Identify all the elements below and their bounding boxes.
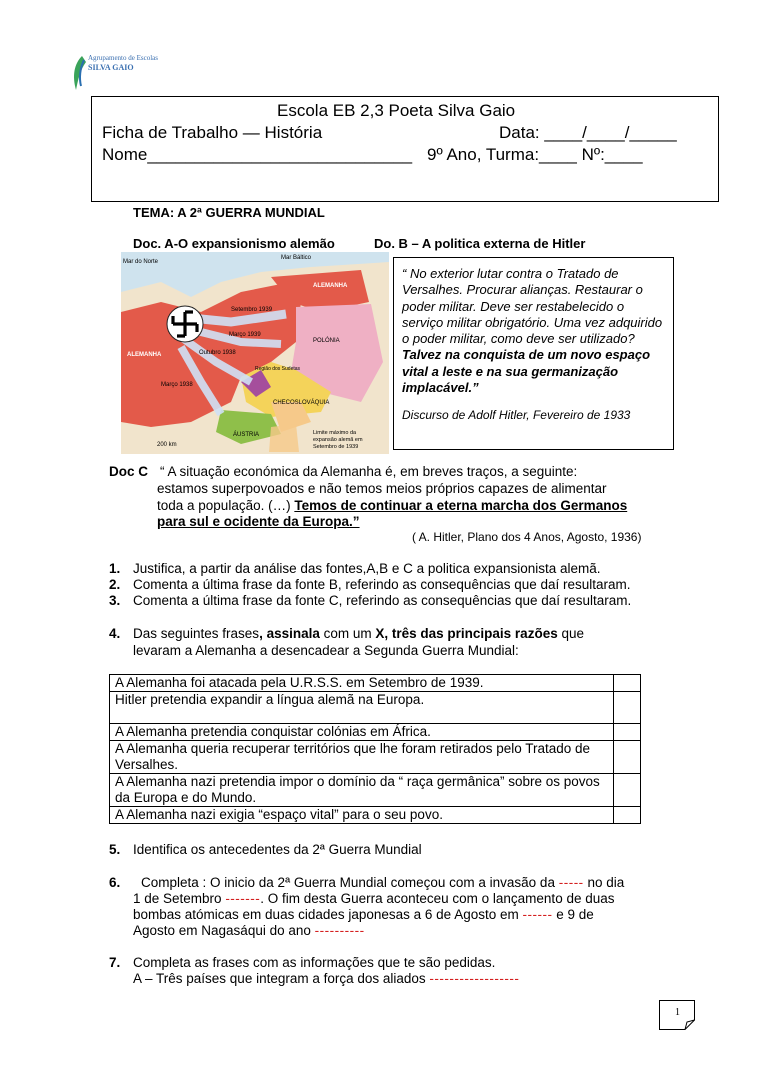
q6-line1-text: Completa : O inicio da 2ª Guerra Mundial começou com a invasão da [141,875,559,890]
map-label-poland: POLÓNIA [313,338,340,344]
doc-c-source: ( A. Hitler, Plano dos 4 Anos, Agosto, 1936) [412,530,642,544]
q1-text: Justifica, a partir da análise das fontes,A,B e C a politica expansionista alemã. [133,561,601,576]
q5-text: Identifica os antecedentes da 2ª Guerra Mundial [133,842,422,857]
map-label-austria: ÁUSTRIA [233,432,260,438]
q7-item-a-text: A – Três países que integram a força dos aliados [133,971,430,986]
q4-text-c: com um [319,626,376,641]
map-scale: 200 km [157,442,177,448]
table-cell-checkbox[interactable] [614,692,641,724]
q7-item-a-blank[interactable]: ------------------ [429,971,520,986]
doc-c-line3-plain: toda a população. (…) [157,498,295,513]
table-row [110,741,641,774]
table-cell-checkbox[interactable] [614,741,641,774]
table-cell-text: A Alemanha nazi pretendia impor o domínio da “ raça germânica” sobre os povos da Europa e do Mundo. [110,774,614,807]
logo-text-line1: Agrupamento de Escolas [88,54,158,62]
name-field: Nome____________________________ [102,145,413,164]
table-row [110,724,641,741]
worksheet-title: Ficha de Trabalho — História [102,123,323,142]
theme-title: TEMA: A 2ª GUERRA MUNDIAL [133,205,325,220]
map-label-march1939: Março 1939 [229,332,261,338]
q6-line2 [133,891,615,906]
map-label-sept1939: Setembro 1939 [231,307,273,313]
header-box [91,96,719,202]
doc-c-label: Doc C [109,464,149,479]
q4-text-d: X, três das principais razões [375,626,558,641]
map-legend [313,430,363,451]
table-cell-text: A Alemanha pretendia conquistar colónias em África. [110,724,614,741]
q3-number: 3. [109,593,121,608]
doc-b-quote: “ No exterior lutar contra o Tratado de Versalhes. Procurar alianças. Restaurar o poder militar. Deve ser restabelecido o serviço militar obrigatório. Uma vez adquirido o poder militar, como deve ser utilizado? [402,266,663,347]
table-row [110,675,641,692]
q3-text: Comenta a última frase da fonte C, referindo as consequências que daí resultaram. [133,593,632,608]
doc-c-line2: estamos superpovoados e não temos meios próprios capazes de alimentar [157,481,607,496]
q6-blank3[interactable]: ------ [522,907,553,922]
map-legend-line: Setembro de 1939 [313,444,359,450]
q4-text [133,626,584,641]
table-cell-checkbox[interactable] [614,675,641,692]
q4-line2: levaram a Alemanha a desencadear a Segunda Guerra Mundial: [133,643,519,658]
doc-c-line3 [157,498,627,513]
reasons-table [109,674,641,824]
table-row [110,807,641,824]
q4-text-a: Das seguintes frases [133,626,260,641]
q2-number: 2. [109,577,121,592]
q6-number: 6. [109,875,121,890]
q6-line2-text: 1 de Setembro [133,891,226,906]
q4-number: 4. [109,626,121,641]
school-logo [72,54,162,94]
table-cell-checkbox[interactable] [614,807,641,824]
q7-number: 7. [109,955,121,970]
q4-text-b: , assinala [259,626,320,641]
school-name: Escola EB 2,3 Poeta Silva Gaio [277,101,516,120]
q6-blank4[interactable]: ---------- [314,923,365,938]
doc-c-line1: “ A situação económica da Alemanha é, em breves traços, a seguinte: [160,464,578,479]
doc-b-title: Do. B – A politica externa de Hitler [374,236,586,251]
map-label-germany-west: ALEMANHA [127,352,162,358]
q1-number: 1. [109,561,121,576]
q6-line3-end: e 9 de [552,907,594,922]
doc-b-source: Discurso de Adolf Hitler, Fevereiro de 1933 [402,408,631,423]
table-cell-text: A Alemanha nazi exigia “espaço vital” para o seu povo. [110,807,614,824]
q2-text: Comenta a última frase da fonte B, referindo as consequências que daí resultaram. [133,577,631,592]
map-label-north-sea: Mar do Norte [123,259,159,265]
q6-line3 [133,907,594,922]
q7-text: Completa as frases com as informações que te são pedidas. [133,955,496,970]
table-row [110,692,641,724]
table-cell-text: A Alemanha queria recuperar territórios que lhe foram retirados pelo Tratado de Versalhes. [110,741,614,774]
map-legend-line: expansão alemã em [313,437,363,443]
map-label-czech: CHECOSLOVÁQUIA [273,400,330,406]
table-cell-checkbox[interactable] [614,774,641,807]
doc-a-title: Doc. A-O expansionismo alemão [133,236,335,251]
q6-line3-text: bombas atómicas em duas cidades japonesas a 6 de Agosto em [133,907,523,922]
logo-leaf-icon [72,54,88,94]
q6-line1-end: no dia [583,875,625,890]
q6-blank2[interactable]: ------- [225,891,261,906]
q4-text-e: que [557,626,584,641]
page-number-box [659,1000,695,1030]
doc-c-line3-bold: Temos de continuar a eterna marcha dos Germanos [294,498,628,513]
q6-line4-text: Agosto em Nagasáqui do ano [133,923,315,938]
table-cell-text: Hitler pretendia expandir a língua alemã na Europa. [110,692,614,724]
map-legend-line: Limite máximo da [313,430,357,436]
q6-line2-end: . O fim desta Guerra aconteceu com o lançamento de duas [260,891,615,906]
q6-line1 [141,875,624,890]
q5-number: 5. [109,842,121,857]
table-cell-checkbox[interactable] [614,724,641,741]
q6-line4 [133,923,365,938]
q6-blank1[interactable]: ----- [558,875,584,890]
q7-item-a [133,971,519,986]
page-number: 1 [675,1007,680,1018]
map-label-sudetes: Região dos Sudetas [255,366,301,372]
map-label-march1938: Março 1938 [161,382,193,388]
class-info: 9º Ano, Turma:____ Nº:____ [427,145,643,164]
doc-c-line4: para sul e ocidente da Europa.” [157,514,360,529]
doc-b-quote-box [393,257,674,450]
expansion-map [121,252,389,454]
swastika-icon [165,304,205,344]
doc-b-quote-bold: Talvez na conquista de um novo espaço vital a leste e na sua germanização implacável.” [402,347,651,396]
table-row [110,774,641,807]
table-cell-text: A Alemanha foi atacada pela U.R.S.S. em Setembro de 1939. [110,675,614,692]
date-field: Data: ____/____/_____ [499,123,677,142]
logo-text-line2: SILVA GAIO [88,63,134,72]
map-label-baltic: Mar Báltico [281,255,312,261]
map-label-germany-east: ALEMANHA [313,283,348,289]
map-label-oct1938: Outubro 1938 [199,350,236,356]
